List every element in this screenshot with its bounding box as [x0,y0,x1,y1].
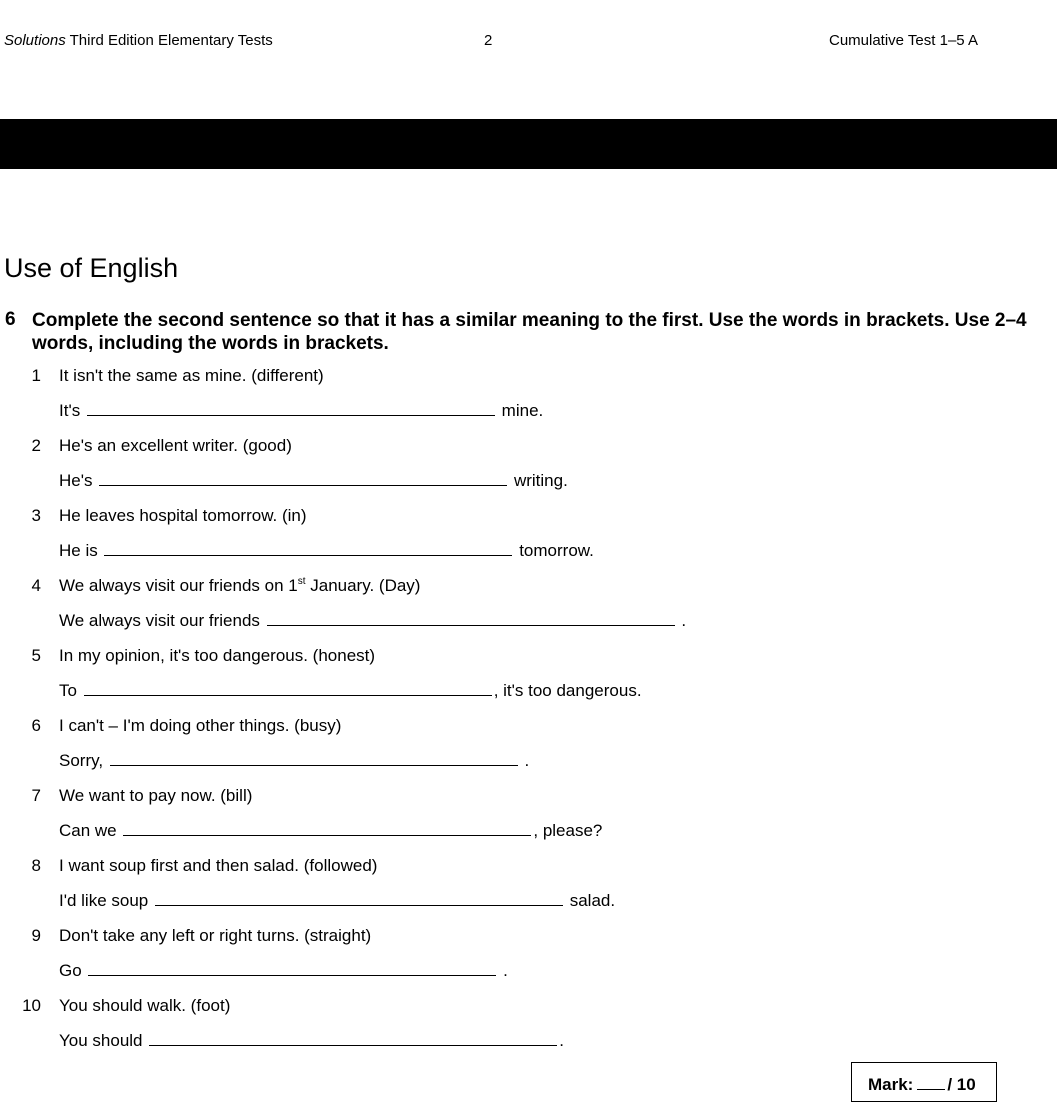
answer-blank[interactable] [104,541,512,556]
answer-start: He is [59,541,98,560]
answer-end: . [524,751,530,770]
item-prompt: In my opinion, it's too dangerous. (honest) [59,646,376,665]
answer-line [59,1031,564,1051]
header-series-name: Solutions [4,32,66,49]
answer-end: . [559,1031,564,1050]
answer-line [59,681,642,701]
answer-start: We always visit our friends [59,611,260,630]
answer-start: You should [59,1031,143,1050]
item-number: 3 [31,506,41,525]
answer-end: . [503,961,508,980]
item-prompt: Don't take any left or right turns. (straight) [59,926,372,945]
answer-blank[interactable] [267,611,675,626]
task-number: 6 [5,309,16,330]
answer-start: Go [59,961,82,980]
answer-end: , please? [533,821,603,840]
header-book-title [4,32,273,49]
header-page-number: 2 [484,32,493,49]
answer-end: salad. [569,891,616,910]
decorative-black-band [0,119,1057,169]
answer-end: , it's too dangerous. [493,681,642,700]
item-number: 7 [31,786,41,805]
mark-box [851,1062,997,1102]
mark-label: Mark: [868,1075,914,1094]
answer-end: writing. [513,471,568,490]
answer-line [59,471,568,491]
item-prompt: He's an excellent writer. (good) [59,436,292,455]
answer-start: Sorry, [59,751,104,770]
answer-blank[interactable] [88,961,496,976]
item-prompt [59,576,420,596]
item-number: 6 [31,716,41,735]
header-series-rest: Third Edition Elementary Tests [65,32,273,49]
answer-start: Can we [59,821,117,840]
answer-line [59,891,615,911]
item-prompt: It isn't the same as mine. (different) [59,366,324,385]
task-instruction: Complete the second sentence so that it has a similar meaning to the first. Use the words in brackets. Use 2–4 words, including the words in brackets. [32,310,1027,354]
item-prompt: You should walk. (foot) [59,996,231,1015]
item-number: 8 [31,856,41,875]
item-number: 5 [31,646,41,665]
item-prompt: He leaves hospital tomorrow. (in) [59,506,307,525]
item-number: 10 [22,996,41,1015]
answer-line [59,611,686,631]
item-number: 1 [31,366,41,385]
answer-start: He's [59,471,93,490]
answer-line [59,401,543,421]
item-prompt: We want to pay now. (bill) [59,786,253,805]
item-prompt: I want soup first and then salad. (followed) [59,856,378,875]
item-number: 4 [31,576,41,595]
item-prompt-superscript: st [297,576,306,587]
answer-start: To [59,681,77,700]
answer-blank[interactable] [110,751,518,766]
item-prompt: I can't – I'm doing other things. (busy) [59,716,342,735]
answer-end: . [681,611,687,630]
mark-total: / 10 [947,1075,976,1094]
answer-line [59,541,594,561]
answer-line [59,961,508,981]
item-number: 9 [31,926,41,945]
answer-line [59,751,529,771]
answer-blank[interactable] [123,821,531,836]
answer-end: mine. [501,401,544,420]
answer-blank[interactable] [99,471,507,486]
answer-blank[interactable] [84,681,492,696]
item-number: 2 [31,436,41,455]
mark-blank[interactable] [917,1077,945,1090]
answer-start: It's [59,401,81,420]
item-prompt-before: We always visit our friends on 1 [59,576,298,595]
header-test-name: Cumulative Test 1–5 A [829,32,978,49]
answer-line [59,821,602,841]
answer-start: I'd like soup [59,891,149,910]
item-prompt-after: January. (Day) [305,576,421,595]
answer-blank[interactable] [149,1031,557,1046]
answer-end: tomorrow. [519,541,594,560]
answer-blank[interactable] [155,891,563,906]
section-title: Use of English [4,253,179,283]
answer-blank[interactable] [87,401,495,416]
